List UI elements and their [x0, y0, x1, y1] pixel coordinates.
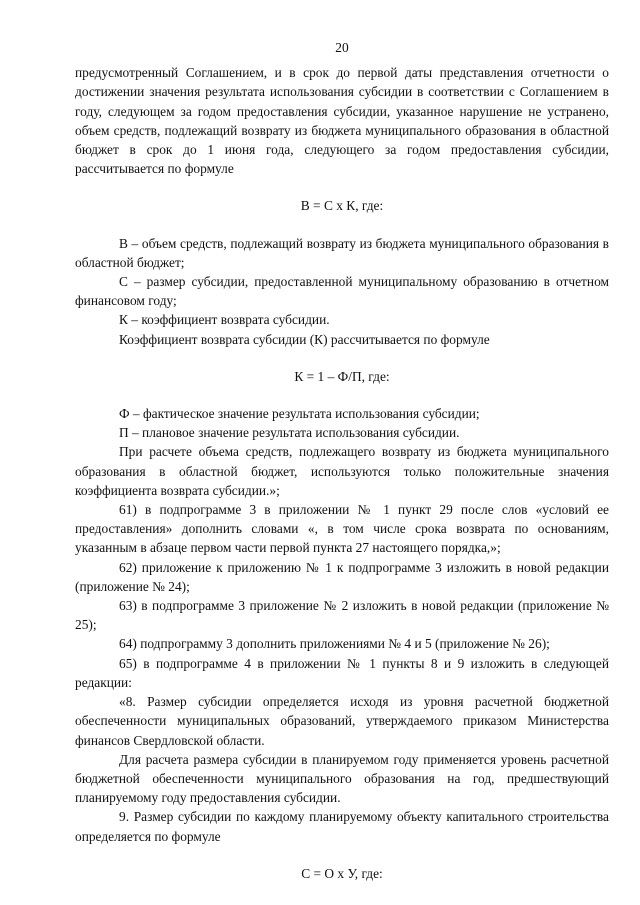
paragraph-item-64: 64) подпрограмму 3 дополнить приложениями № 4 и 5 (приложение № 26); — [119, 636, 550, 652]
paragraph-def-p: П – плановое значение результата использования субсидии. — [119, 425, 460, 441]
paragraph-intro: предусмотренный Соглашением, и в срок до первой даты представления отчетности о достижении значения результата использования субсидии в соответствии с Соглашением в году, следующем за годом предоставления субсидии, указанное нарушение не устранено, объем средств, подлежащий возврату из бюджета муниципального образования в областной бюджет в срок до 1 июня года, следующего за годом предоставления субсидии, рассчитывается по формуле — [75, 65, 609, 177]
paragraph-calc-note: При расчете объема средств, подлежащего возврату из бюджета муниципального образования в областной бюджет, используются только положительные значения коэффициента возврата субсидии.»; — [75, 444, 609, 498]
paragraph-k-formula-intro: Коэффициент возврата субсидии (К) рассчитывается по формуле — [119, 331, 490, 347]
paragraph-def-k: К – коэффициент возврата субсидии. — [119, 312, 330, 328]
page-number: 20 — [335, 40, 349, 55]
formula-s: С = О х У, где: — [301, 865, 383, 881]
formula-v: В = С х К, где: — [300, 198, 384, 214]
paragraph-item-63: 63) в подпрограмме 3 приложение № 2 изложить в новой редакции (приложение № 25); — [75, 598, 609, 633]
formula-k: К = 1 – Ф/П, где: — [294, 368, 390, 384]
paragraph-point-8-calc: Для расчета размера субсидии в планируемом году применяется уровень расчетной бюджетной обеспеченности муниципального образования на год, предшествующий планируемому году предоставления субсидии. — [75, 751, 609, 806]
paragraph-item-65: 65) в подпрограмме 4 в приложении № 1 пункты 8 и 9 изложить в следующей редакции: — [75, 655, 609, 690]
paragraph-item-61: 61) в подпрограмме 3 в приложении № 1 пункт 29 после слов «условий ее предоставления» дополнить словами «, в том числе срока возврата по основаниям, указанным в абзаце первом части первой пункта 27 настоящего порядка,»; — [75, 502, 609, 556]
paragraph-item-62: 62) приложение к приложению № 1 к подпрограмме 3 изложить в новой редакции (приложение № 24); — [75, 559, 609, 594]
paragraph-point-9: 9. Размер субсидии по каждому планируемому объекту капитального строительства определяется по формуле — [75, 809, 609, 844]
paragraph-def-v: В – объем средств, подлежащий возврату из бюджета муниципального образования в областной бюджет; — [75, 235, 609, 270]
document-page — [75, 38, 609, 883]
paragraph-def-f: Ф – фактическое значение результата использования субсидии; — [119, 406, 480, 422]
paragraph-point-8: «8. Размер субсидии определяется исходя из уровня расчетной бюджетной обеспеченности муниципальных образований, утверждаемого приказом Министерства финансов Свердловской области. — [75, 694, 609, 748]
paragraph-def-s: С – размер субсидии, предоставленной муниципальному образованию в отчетном финансовом году; — [75, 274, 609, 309]
